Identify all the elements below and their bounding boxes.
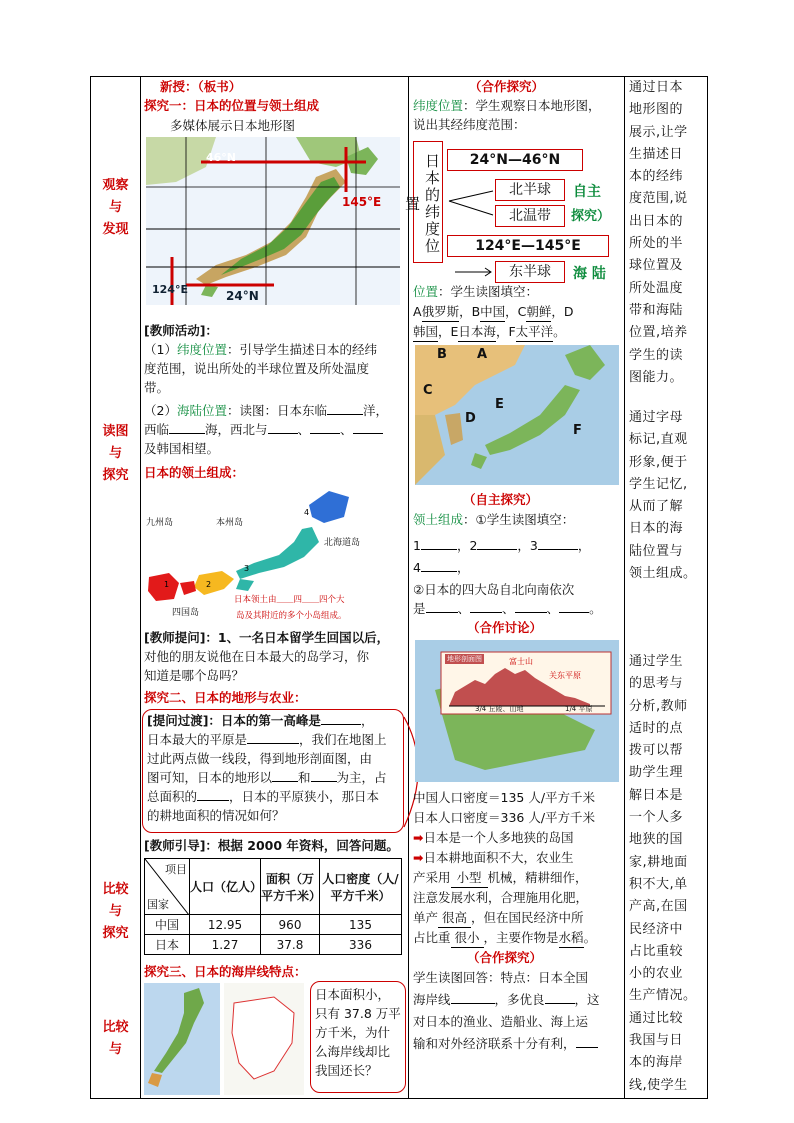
territory-question: ②日本的四大岛自北向南依次	[413, 582, 575, 597]
conclusion-5: 单产 很高 ，但在国民经济中所	[413, 909, 584, 928]
coast-text-3: 对日本的渔业、造船业、海上运	[413, 1014, 589, 1029]
territory-text: 领土组成：①学生读图填空：	[413, 512, 575, 527]
kyushu-label: 九州岛	[146, 518, 174, 528]
fill-line-2: 韩国，E日本海，F太平洋。	[413, 323, 566, 342]
design-intent-1: 通过日本 地形图的 展示,让学 生描述日 本的经纬 度范围,说 出日本的 所处的半 球位置及 所处温度 带和海陆 位置,培养 学生的读 图能力。	[629, 80, 688, 385]
section-label-compare: 比较 与 探究	[102, 882, 129, 941]
coast-text-4: 输和对外经济联系十分有利，	[413, 1035, 598, 1053]
media-note: 多媒体展示日本地形图	[170, 118, 296, 133]
topic-1-title: 探究一：日本的位置与领土组成	[144, 98, 320, 113]
section-label-observe: 观察 与 发现	[102, 178, 129, 237]
activity-2-line-3: 及韩国相望。	[144, 441, 220, 456]
section-label-read: 读图 与 探究	[102, 424, 129, 483]
th-population: 人口（亿人）	[190, 859, 261, 915]
latitude-diagram: 日本的纬度位置 24°N—46°N 北半球 北温带 自主 探究） 124°E—145°E 东半球 海 陆	[411, 139, 623, 291]
coast-text-2: 海岸线 ，多优良 ，这	[413, 992, 600, 1007]
shikoku-label: 四国岛	[172, 608, 200, 618]
question-line-1: [教师提问]：1、一名日本留学生回国以后，	[144, 630, 390, 645]
coop-explore-1: （合作探究）	[469, 79, 545, 94]
design-intent-3: 通过学生 的思考与 分析,教师 适时的点 拨可以帮 助学生理 解日本是 一个人多 地狭的国 家,耕地面 积不大,单 产高,在国 民经济中 占比重较 小的农业 生产情况。 通过比较 我国与日 本的海岸 线,使学生	[629, 654, 697, 1093]
design-intent-2: 通过字母 标记,直观 形象,便于 学生记忆, 从而了解 日本的海 陆位置与 领土组成。	[629, 410, 697, 582]
lat-north-label: 46°N	[206, 151, 237, 164]
table-cell: 日本	[145, 935, 190, 955]
table-cell: 37.8	[261, 935, 320, 955]
teacher-activity-label: [教师活动]：	[144, 323, 218, 338]
activity-1-line: （1）纬度位置：引导学生描述日本的经纬	[144, 342, 377, 357]
population-table: 项目 国家 人口（亿人） 面积（万平方千米） 人口密度（人/平方千米） 中国 12.95 960 135 日本 1.27 37.8 336	[144, 858, 402, 955]
lon-west-label: 124°E	[152, 283, 188, 296]
table-cell: 336	[320, 935, 402, 955]
table-cell: 12.95	[190, 915, 261, 935]
density-china: 中国人口密度＝135 人/平方千米	[413, 790, 596, 805]
question-line-2: 对他的朋友说他在日本最大的岛学习，你	[144, 649, 370, 664]
coop-discuss: （合作讨论）	[467, 620, 543, 635]
fill-line-1: A俄罗斯，B中国，C朝鲜，D	[413, 303, 574, 322]
section-label-compare-2: 比较 与	[102, 1020, 129, 1057]
east-asia-map: B A C D E F	[415, 345, 619, 485]
table-cell: 中国	[145, 915, 190, 935]
density-japan: 日本人口密度＝336 人/平方千米	[413, 810, 596, 825]
conclusion-4: 注意发展水利，合理施用化肥，	[413, 890, 589, 905]
svg-text:4: 4	[304, 508, 310, 517]
coastline-maps	[144, 983, 304, 1095]
territory-caption-2: 岛及其附近的多个小岛组成。	[236, 611, 347, 621]
table-cell: 1.27	[190, 935, 261, 955]
territory-fill-1: 1 ，2 ，3 ，	[413, 538, 591, 553]
coast-text-1: 学生读图回答：特点：日本全国	[413, 970, 589, 985]
lon-east-label: 145°E	[342, 195, 382, 209]
th-area: 面积（万平方千米）	[261, 859, 320, 915]
transition-question-box: [提问过渡]：日本的第一高峰是 ， 日本最大的平原是 ，我们在地图上 过此两点做一线段，得到地形剖面图，由 图可知，日本的地形以 和 为主，占 总面积的 ，日本的平原狭小，那日本 的耕地面积的情况如何？	[142, 709, 404, 833]
conclusion-3: 产采用 小型 机械，精耕细作，	[413, 869, 588, 888]
activity-1-line-3: 带。	[144, 380, 170, 395]
japan-islands-map	[144, 487, 402, 625]
topic-3-title: 探究三、日本的海岸线特点：	[144, 964, 307, 979]
activity-2-line-2: 西临 海，西北与 、 、	[144, 421, 383, 439]
territory-caption-1: 日本领土由＿＿四＿＿四个大	[234, 595, 345, 605]
self-explore: （自主探究）	[463, 492, 539, 507]
activity-2-line: （2）海陆位置：读图：日本东临 洋，	[144, 403, 388, 418]
conclusion-2: ➡日本耕地面积不大，农业生	[413, 850, 574, 865]
svg-text:1: 1	[164, 580, 170, 589]
hokkaido-label: 北海道岛	[324, 538, 361, 548]
coastline-question-bubble: 日本面积小，只有 37.8 万平方千米，为什么海岸线却比我国还长？	[310, 981, 406, 1093]
teaching-content-column	[140, 77, 408, 1098]
section-heading: 新授：（板书）	[160, 79, 242, 94]
question-line-3: 知道是哪个岛吗？	[144, 668, 245, 683]
lat-text-2: 说出其经纬度范围：	[413, 117, 526, 132]
terrain-profile-map: 地形剖面图 富士山 关东平原 3/4 丘陵、山地 1/4 平原	[415, 640, 619, 782]
position-text: 位置：学生读图填空：	[413, 284, 539, 299]
coop-explore-3: （合作探究）	[467, 950, 543, 965]
th-density: 人口密度（人/平方千米）	[320, 859, 402, 915]
conclusion-1: ➡日本是一个人多地狭的岛国	[413, 830, 574, 845]
svg-text:3: 3	[244, 564, 250, 573]
lat-south-label: 24°N	[226, 289, 259, 303]
territory-fill-2: 4 ，	[413, 560, 470, 575]
lat-text-1: 纬度位置：学生观察日本地形图，	[413, 98, 601, 113]
table-cell: 960	[261, 915, 320, 935]
guide-label: [教师引导]：根据 2000 年资料，回答问题。	[144, 838, 399, 853]
honshu-label: 本州岛	[216, 518, 244, 528]
topic-2-title: 探究二、日本的地形与农业：	[144, 690, 307, 705]
lesson-table	[90, 76, 708, 1099]
territory-answer: 是 、 、 、 。	[413, 601, 602, 616]
conclusion-6: 占比重 很小 ，主要作物是水稻。	[413, 929, 596, 948]
territory-title: 日本的领土组成：	[144, 465, 245, 480]
student-activity-column	[403, 77, 624, 1098]
japan-terrain-map	[146, 137, 400, 305]
svg-text:2: 2	[206, 580, 212, 589]
activity-1-line-2: 度范围，说出所处的半球位置及所处温度	[144, 361, 370, 376]
table-cell: 135	[320, 915, 402, 935]
